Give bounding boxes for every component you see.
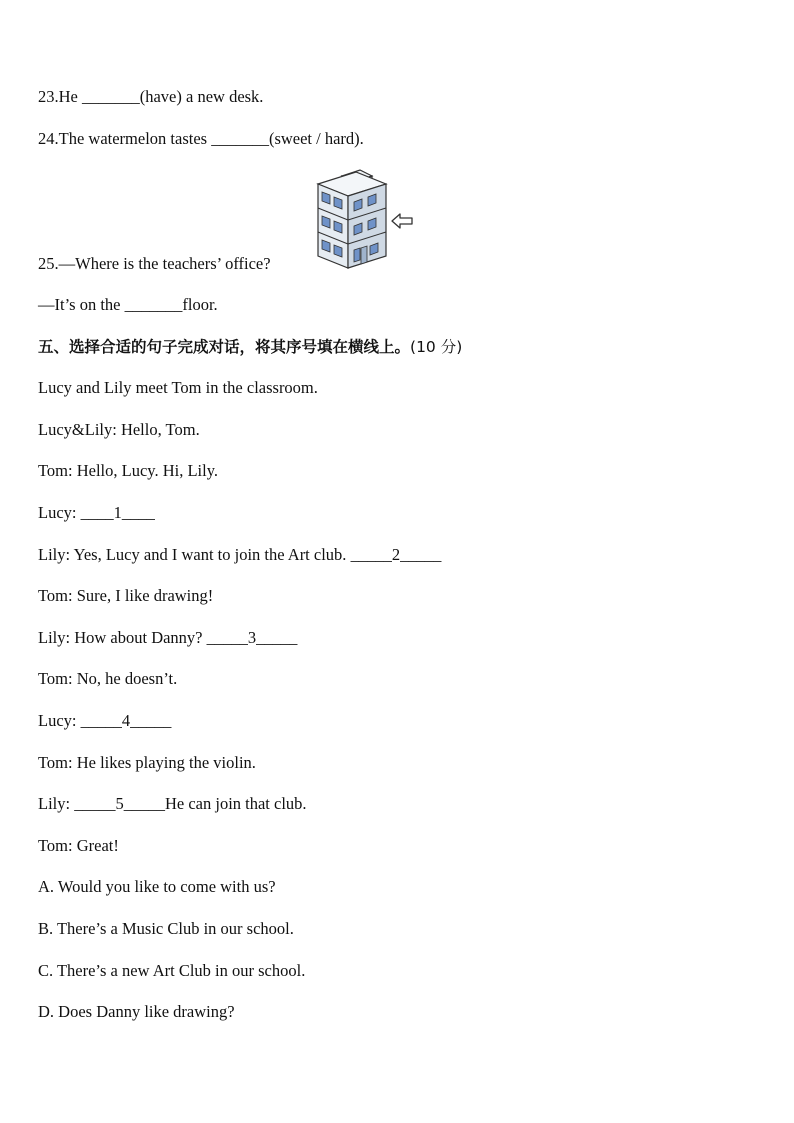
option-d: D. Does Danny like drawing?: [38, 1002, 235, 1021]
question-23: 23.He _______(have) a new desk.: [38, 87, 264, 106]
speaker-lucy: Lucy:: [38, 503, 81, 522]
dialogue-line-1: Lucy&Lily: Hello, Tom.: [38, 420, 200, 439]
dialogue-line-5: Tom: Sure, I like drawing!: [38, 586, 214, 605]
blank-4[interactable]: _____4_____: [80, 711, 172, 730]
blank-5[interactable]: _____5_____: [74, 794, 165, 813]
section-5-heading: [38, 337, 462, 357]
speaker-lily-question: Lily: How about Danny?: [38, 628, 207, 647]
blank-1[interactable]: ____1____: [80, 503, 155, 522]
dialogue-line-6: [38, 628, 297, 648]
question-24: 24.The watermelon tastes _______(sweet / hard).: [38, 129, 364, 148]
dialogue-line-2: Tom: Hello, Lucy. Hi, Lily.: [38, 461, 219, 480]
section-5-title: 五、选择合适的句子完成对话，将其序号填在横线上。: [38, 338, 411, 356]
speaker-lily-line: Lily: Yes, Lucy and I want to join the Art club.: [38, 545, 351, 564]
blank-3[interactable]: _____3_____: [206, 628, 298, 647]
dialogue-line-3: [38, 503, 155, 523]
dialogue-line-11: Tom: Great!: [38, 836, 119, 855]
dialogue-line-8: [38, 711, 171, 731]
option-c: C. There’s a new Art Club in our school.: [38, 961, 306, 980]
dialogue-intro: Lucy and Lily meet Tom in the classroom.: [38, 378, 318, 397]
blank-2[interactable]: _____2_____: [350, 545, 442, 564]
speaker-lily-2: Lily:: [38, 794, 75, 813]
office-building-icon: [312, 164, 416, 274]
left-arrow-icon: [392, 214, 412, 228]
option-b: B. There’s a Music Club in our school.: [38, 919, 294, 938]
dialogue-line-7: Tom: No, he doesn’t.: [38, 669, 178, 688]
section-5-score: (10 分): [410, 338, 463, 356]
dialogue-line-4: [38, 545, 441, 565]
dialogue-line-9: Tom: He likes playing the violin.: [38, 753, 256, 772]
question-25-answer: —It’s on the _______floor.: [38, 295, 218, 314]
dialogue-line-10-rest: He can join that club.: [164, 794, 307, 813]
dialogue-line-10: [38, 794, 307, 814]
speaker-lucy-2: Lucy:: [38, 711, 81, 730]
option-a: A. Would you like to come with us?: [38, 877, 276, 896]
question-25: 25.—Where is the teachers’ office?: [38, 254, 271, 273]
